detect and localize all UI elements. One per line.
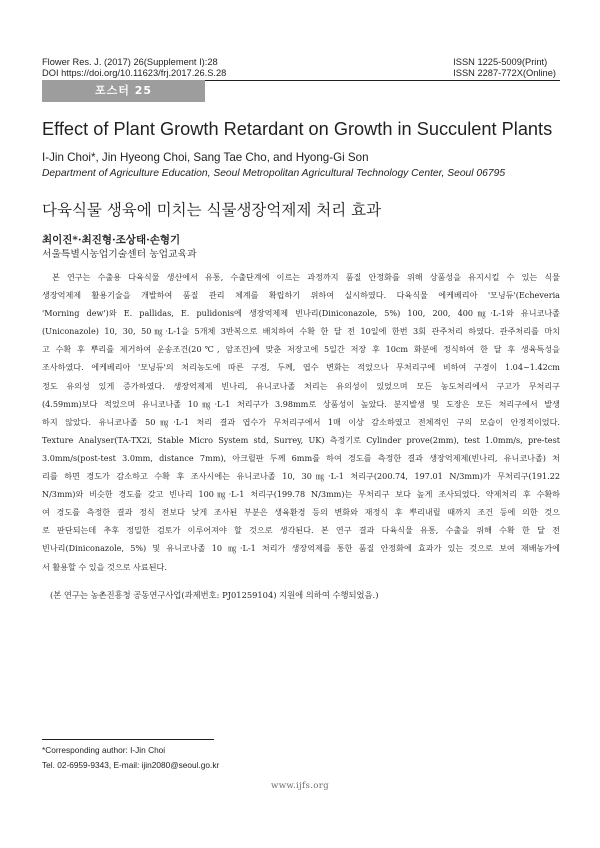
corresponding-author: *Corresponding author: I-Jin Choi — [42, 745, 166, 755]
authors-korean: 최이진*·최진형·조상태·손형기 — [42, 234, 181, 246]
abstract-line: 하지 않았다. 유니코나졸 50㎎·L-1 처리 결과 엽수가 무처리구에서 1매 이상 감소하였고 전체적인 구의 모습이 안정적이었다. — [42, 416, 560, 427]
authors-english: I-Jin Choi*, Jin Hyeong Choi, Sang Tae Cho, and Hyong-Gi Son — [42, 151, 369, 164]
abstract-line: 정도 유의성 있게 증가하였다. 생장억제제 빈나리, 유니코나졸 처리는 유의성이 있었으며 모든 농도처리에서 구고가 무처리구 — [42, 380, 560, 391]
abstract-line: N/3mm)와 비슷한 경도를 갖고 빈나리 100㎎·L-1 처리구(199.78 N/3mm)는 무처리구 보다 높게 조사되었다. 약제처리 후 수확하 — [42, 489, 560, 500]
journal-doi[interactable]: DOI https://doi.org/10.11623/frj.2017.26.S.28 — [42, 68, 227, 78]
poster-label: 포스터 25 — [42, 80, 205, 102]
abstract-line: 생장억제제 활용기술을 개발하여 품질 관리 체계를 확립하기 위하여 실시하였다. 다육식물 에케베리아 '모닝듀'(Echeveria — [42, 290, 560, 301]
abstract-line: 본 연구는 수출용 다육식물 생산에서 유통, 수출단계에 이르는 과정까지 품질 안정화를 위해 상품성을 유지시킬 수 있는 식물 — [52, 272, 560, 282]
footnote-divider — [42, 739, 214, 740]
abstract-line: 빈나리(Diniconazole, 5%) 및 유니코나졸 10 ㎎·L-1 처리가 생장억제를 통한 품질 안정화에 효과가 있는 것으로 보여 재배농가에 — [42, 543, 560, 554]
affiliation-english: Department of Agriculture Education, Seoul Metropolitan Agricultural Technology Center, Seoul 06795 — [42, 168, 506, 179]
journal-citation-block — [42, 57, 226, 79]
abstract-line: 서 활용할 수 있을 것으로 사료된다. — [42, 561, 167, 572]
abstract-line: 조사하였다. 에케베리아 '모닝듀'의 처리농도에 따른 구경, 두께, 엽수 변화는 적었으나 무처리구에 비하여 구경이 1.04~1.42cm — [42, 362, 560, 373]
affiliation-korean: 서울특별시농업기술센터 농업교육과 — [42, 249, 197, 260]
abstract-line: 리를 하면 경도가 감소하고 수확 후 조사시에는 유니코나졸 10, 30㎎·L-1 처리구(200.74, 197.01 N/3mm)가 무처리구(191.22 — [42, 471, 560, 482]
paper-title-korean: 다육식물 생육에 미치는 식물생장억제제 처리 효과 — [42, 201, 382, 219]
journal-website[interactable]: www.ijfs.org — [271, 781, 329, 791]
author-contact: Tel. 02-6959-9343, E-mail: ijin2080@seoul.go.kr — [42, 760, 220, 770]
abstract-line: 여 경도를 측정한 결과 정식 전보다 낮게 조사된 부분은 생육환경 등의 변화와 재정식 후 뿌리내릴 때까지 조건 등에 의한 것으 — [42, 507, 560, 518]
abstract-line: 3.0mm/s(post-test 3.0mm, distance 7mm), 아크릴판 두께 6mm를 하여 경도를 측정한 결과 생장억제제(빈나리, 유니코나졸) 처 — [42, 452, 560, 463]
abstract-body — [42, 268, 560, 576]
issn-print: ISSN 1225-5009(Print) — [453, 57, 548, 67]
acknowledgement: (본 연구는 농촌진흥청 공동연구사업(과제번호: PJ01259104) 지원에 의하여 수행되었음.) — [50, 590, 379, 600]
abstract-line: (4.59mm)보다 적었으며 유니코나졸 10㎎·L-1 처리구가 3.98mm로 상품성이 높았다. 분지발생 및 도장은 모든 처리구에서 발생 — [42, 398, 560, 409]
abstract-line: 'Morning dew')와 E. pallidas, E. pulidonis에 생장억제제 빈나리(Diniconazole, 5%) 100, 200, 400㎎·L-1와 유니코나졸 — [42, 308, 560, 319]
issn-online: ISSN 2287-772X(Online) — [453, 68, 556, 78]
journal-citation: Flower Res. J. (2017) 26(Supplement I):28 — [42, 57, 218, 67]
abstract-line: 로 판단되는데 추후 정밀한 검토가 이루어져야 할 것으로 생각된다. 본 연구 결과 다육식물 유통, 수출을 위해 수확 한 달 전 — [42, 525, 560, 536]
paper-title-english: Effect of Plant Growth Retardant on Growth in Succulent Plants — [42, 119, 553, 139]
abstract-line: (Uniconazole) 10, 30, 50㎎·L-1을 5개체 3반복으로 배치하여 수확 한 달 전 10일에 한번 3회 관주처리 하였다. 관주처리를 마치 — [42, 326, 560, 337]
abstract-line: Texture Analyser(TA-TX2i, Stable Micro System std, Surrey, UK) 측정기로 Cylinder prove(2mm), test 1.0mm/s, pre-test — [42, 434, 560, 445]
journal-issn-block — [453, 57, 556, 79]
abstract-line: 고 수확 후 뿌리를 제거하여 운송조건(20℃, 암조건)에 맞춘 저장고에 5일간 저장 후 10cm 화분에 정식하여 한 달 후 생육특성을 — [42, 344, 560, 355]
